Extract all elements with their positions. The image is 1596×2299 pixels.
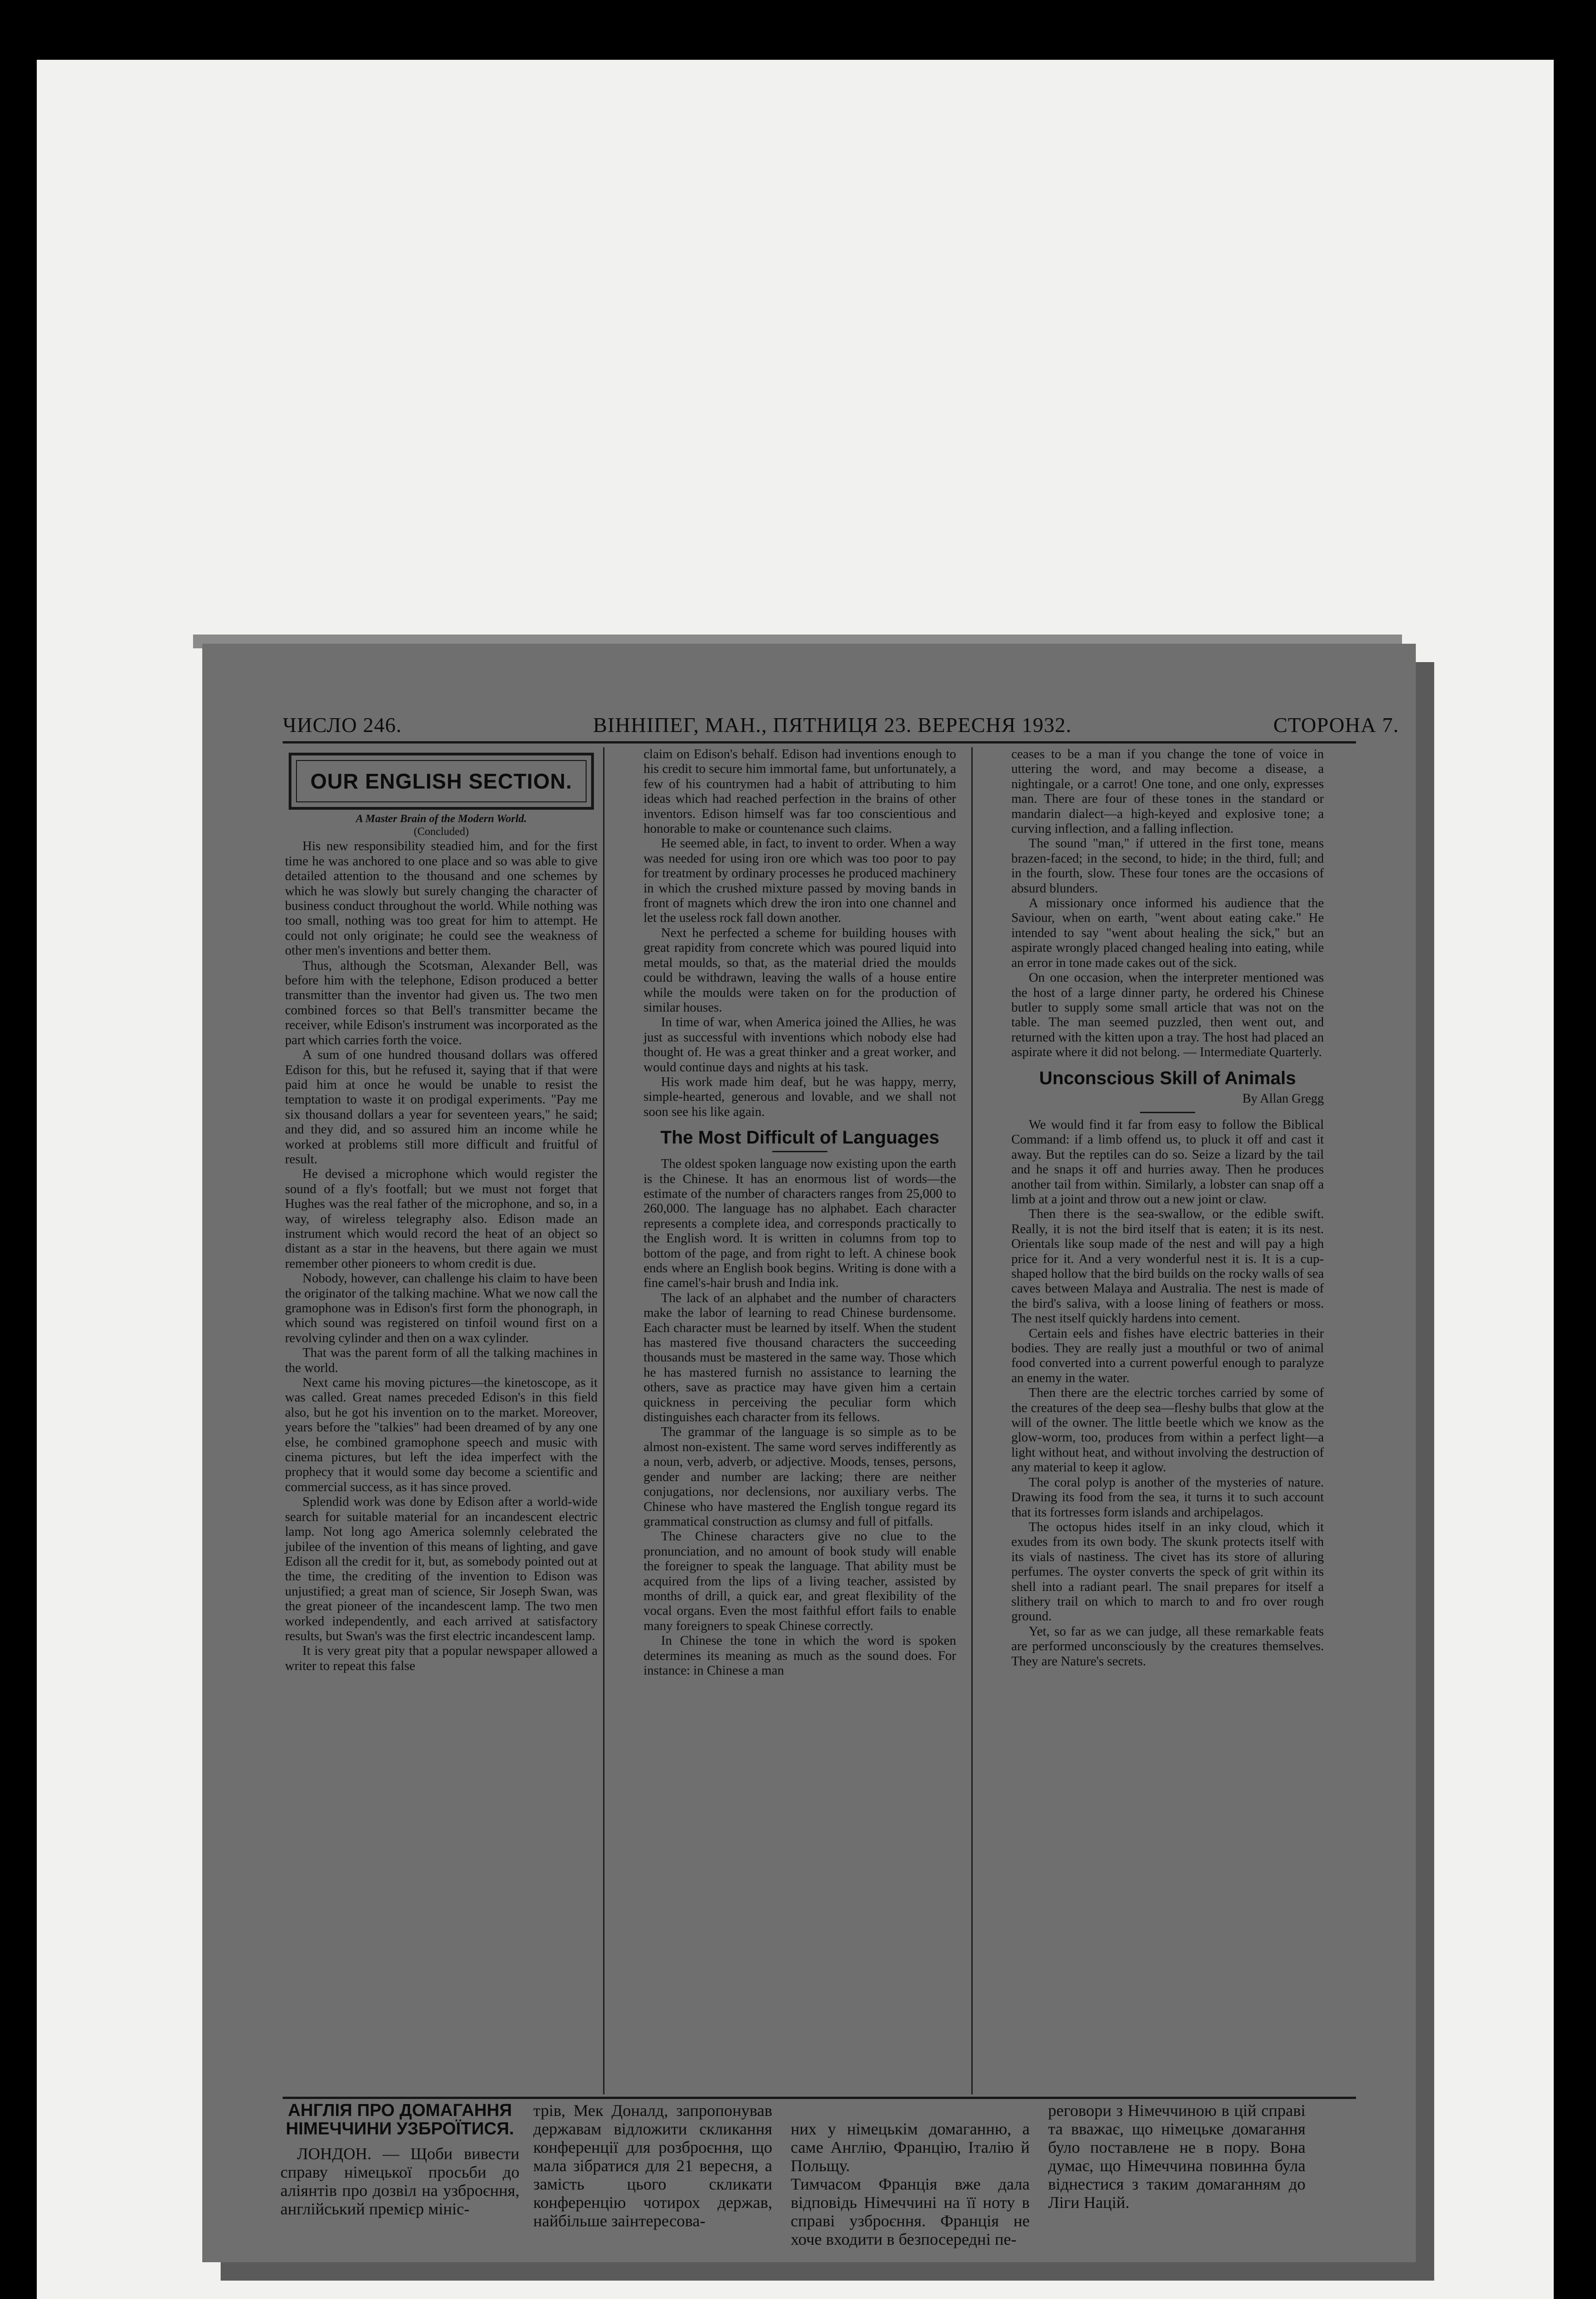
- paragraph: We would find it far from easy to follow the Biblical Command: if a limb offend us, to pluck it off and cast it away. But the reptiles can do so. Seize a lizard by the tail and he snaps it off and hurries away. Then he produces another tail from within. Similarly, a lobster can snap off a limb at a joint and throw out a new joint or claw.: [1011, 1117, 1324, 1207]
- paragraph: The octopus hides itself in an inky cloud, which it exudes from its own body. The skunk protects itself with its vials of nastiness. The civet has its store of alluring perfumes. The oyster converts the speck of grit within its shell into a radiant pearl. The snail prepares for itself a slithery trail on which to march to and fro over rough ground.: [1011, 1520, 1324, 1624]
- section-title-box: [289, 753, 594, 810]
- article-heading: Unconscious Skill of Animals: [1039, 1068, 1296, 1088]
- paragraph: His new responsibility steadied him, and for the first time he was anchored to one place and so was able to give detailed attention to the thousand and one schemes by which he was slowly but surely changing the character of business conduct throughout the world. While nothing was too small, nothing was too great for him to attempt. He could not only originate; he could see the weakness of other men's inventions and better them.: [285, 839, 598, 958]
- paragraph: Nobody, however, can challenge his claim to have been the originator of the talking machine. What we now call the gramophone was in Edison's first form the phonograph, in which sound was registered on tinfoil wound first on a revolving cylinder and then on a wax cylinder.: [285, 1271, 598, 1345]
- byline: By Allan Gregg: [1242, 1091, 1324, 1106]
- paragraph: The sound "man," if uttered in the first tone, means brazen-faced; in the second, to hide; in the third, full; and in the fourth, slow. These four tones are the occasions of absurd blunders.: [1011, 836, 1324, 896]
- article-heading: The Most Difficult of Languages: [660, 1127, 940, 1148]
- paragraph: The coral polyp is another of the mysteries of nature. Drawing its food from the sea, it turns it to such account that its fortresses form islands and archipelagos.: [1011, 1475, 1324, 1520]
- column-separator: [603, 747, 604, 2094]
- paragraph: Splendid work was done by Edison after a world-wide search for suitable material for an incandescent electric lamp. Not long ago America solemnly celebrated the jubilee of the invention of this means of lighting, and gave Edison all the credit for it, but, as somebody pointed out at the time, the crediting of the invention to Edison was unjustified; a great man of science, Sir Joseph Swan, was the great pioneer of the incandescent lamp. The two men worked independently, and each arrived at satisfactory results, but Swan's was the first electric incandescent lamp.: [285, 1495, 598, 1643]
- paragraph: Certain eels and fishes have electric batteries in their bodies. They are really just a mouthful or two of animal food converted into a current powerful enough to paralyze an enemy in the water.: [1011, 1326, 1324, 1385]
- paragraph: Next he perfected a scheme for building houses with great rapidity from concrete which was poured liquid into metal moulds, so that, as the material dried the moulds could be withdrawn, leaving the walls of a house entire while the moulds were taken on for the production of similar houses.: [644, 926, 956, 1015]
- article-title: A Master Brain of the Modern World.: [356, 813, 527, 825]
- paragraph: них у німецькім домаганню, а саме Англію, Францію, Італію й Польщу. Тимчасом Франція вже дала відповідь Німеччині на її ноту в справі узброєння. Франція не хоче входити в безпосередні пе-: [791, 2120, 1030, 2248]
- paragraph: ceases to be a man if you change the tone of voice in uttering the word, and may become a disease, a nightingale, or a carrot! One tone, and one only, expresses man. There are four of these tones in the standard or mandarin dialect—a high-keyed and explosive tone; a curving inflection, and a falling inflection.: [1011, 747, 1324, 836]
- paragraph: He seemed able, in fact, to invent to order. When a way was needed for using iron ore which was too poor to pay for treatment by ordinary processes he produced machinery in which the crushed mixture passed by moving bands in front of magnets which drew the iron into one channel and let the useless rock fall down another.: [644, 836, 956, 926]
- paragraph: claim on Edison's behalf. Edison had inventions enough to his credit to secure him immortal fame, but unfortunately, a few of his countrymen had a habit of attributing to him ideas which had reached perfection in the brains of other inventors. Edison himself was far too conscientious and honorable to make or countenance such claims.: [644, 747, 956, 836]
- paragraph: Next came his moving pictures—the kinetoscope, as it was called. Great names preceded Edison's in this field also, but he got his invention on to the market. Moreover, years before the "talkies" had been dreamed of by any one else, he combined gramophone speech and music with cinema pictures, but left the idea imperfect with the prophecy that it would some day become a scientific and commercial success, as it has since proved.: [285, 1376, 598, 1494]
- paragraph: реговори з Німеччиною в цій справі та вважає, що німецьке домагання було поставлене не в пору. Вона думає, що Німеччина повинна була віднестися з таким домаганням до Ліги Націй.: [1048, 2101, 1305, 2212]
- ukrainian-column-4: [1048, 2101, 1305, 2212]
- header-rule: [283, 741, 1356, 743]
- dateline: ВІННІПЕГ, МАН., ПЯТНИЦЯ 23. ВЕРЕСНЯ 1932.: [593, 713, 1072, 737]
- paragraph: ЛОНДОН. — Щоби вивести справу німецької просьби до аліянтів про дозвіл на узброєння, англійський премієр мініс-: [280, 2145, 519, 2218]
- issue-number: ЧИСЛО 246.: [283, 713, 402, 737]
- column-separator: [971, 747, 973, 2094]
- column-2: [644, 747, 956, 1678]
- paragraph: The Chinese characters give no clue to the pronunciation, and no amount of book study will enable the foreigner to speak the language. That ability must be acquired from the lips of a living teacher, assisted by months of drill, a quick ear, and great flexibility of the vocal organs. Even the most faithful effort fails to enable many foreigners to speak Chinese correctly.: [644, 1529, 956, 1633]
- paragraph: Yet, so far as we can judge, all these remarkable feats are performed unconsciously by the creatures themselves. They are Nature's secrets.: [1011, 1624, 1324, 1669]
- ukrainian-column-1: [280, 2101, 519, 2218]
- paragraph: The lack of an alphabet and the number of characters make the labor of learning to read Chinese burdensome. Each character must be learned by itself. When the student has mastered five thousand characters the succeeding thousands must be mastered in the same way. Those which he has mastered furnish no assistance to learning the others, save as practice may have given him a certain quickness in perceiving the peculiar form which distinguishes each character from its fellows.: [644, 1291, 956, 1425]
- ukrainian-column-2: [533, 2101, 772, 2230]
- ukrainian-headline: АНГЛІЯ ПРО ДОМАГАННЯ НІМЕЧЧИНИ УЗБРОЇТИСЯ.: [285, 2101, 514, 2139]
- paragraph: The grammar of the language is so simple as to be almost non-existent. The same word serves indifferently as a noun, verb, adverb, or adjective. Moods, tenses, persons, gender and number are lacking; there are neither conjugations, nor declensions, nor auxiliary verbs. The Chinese who have mastered the English tongue regard its grammatical construction as clumsy and full of pitfalls.: [644, 1425, 956, 1529]
- paragraph: The oldest spoken language now existing upon the earth is the Chinese. It has an enormous list of words—the estimate of the number of characters ranges from 25,000 to 260,000. The language has no alphabet. Each character represents a complete idea, and corresponds practically to the English word. It is written in columns from top to bottom of the page, and from right to left. A chinese book ends where an English book begins. Writing is done with a fine camel's-hair brush and India ink.: [644, 1157, 956, 1291]
- paragraph: A sum of one hundred thousand dollars was offered Edison for this, but he refused it, saying that if that were paid him at once he would be unable to resist the temptation to waste it on prodigal experiments. "Pay me six thousand dollars a year for seventeen years," he said; and they did, and so assured him an income while he worked at problems still more difficult and fruitful of result.: [285, 1048, 598, 1167]
- paragraph: Then there is the sea-swallow, or the edible swift. Really, it is not the bird itself that is eaten; it is its nest. Orientals like soup made of the nest and will pay a high price for it. And a very wonderful nest it is. It is a cup-shaped hollow that the bird builds on the rocky walls of sea caves between Malaya and Australia. The nest is made of the bird's saliva, with a loose lining of feathers or moss. The nest itself quickly hardens into cement.: [1011, 1207, 1324, 1326]
- ukrainian-column-3: [791, 2101, 1030, 2267]
- paragraph: It is very great pity that a popular newspaper allowed a writer to repeat this false: [285, 1644, 598, 1673]
- column-3: [1011, 747, 1324, 1669]
- article-subtitle: (Concluded): [414, 826, 469, 838]
- paragraph: On one occasion, when the interpreter mentioned was the host of a large dinner party, he ordered his Chinese butler to supply some small article that was not on the table. The man seemed puzzled, then went out, and returned with the kitten upon a tray. The host had placed an aspirate where it did not belong. — Intermediate Quarterly.: [1011, 971, 1324, 1060]
- newspaper-page: [202, 644, 1416, 2262]
- paragraph: Thus, although the Scotsman, Alexander Bell, was before him with the telephone, Edison produced a better transmitter than the inventor had given us. The two men combined forces so that Bell's transmitter became the receiver, while Edison's instrument was incorporated as the part which carries forth the voice.: [285, 958, 598, 1047]
- paragraph: In time of war, when America joined the Allies, he was just as successful with inventions which nobody else had thought of. He was a great thinker and a great worker, and would continue days and nights at his task.: [644, 1015, 956, 1075]
- paragraph: His work made him deaf, but he was happy, merry, simple-hearted, generous and lovable, and we shall not soon see his like again.: [644, 1075, 956, 1119]
- bottom-rule: [283, 2097, 1356, 2099]
- paragraph: That was the parent form of all the talking machines in the world.: [285, 1346, 598, 1375]
- heading-rule: [772, 1151, 827, 1152]
- section-title: OUR ENGLISH SECTION.: [296, 760, 587, 802]
- paragraph: In Chinese the tone in which the word is spoken determines its meaning as much as the sound does. For instance: in Chinese a man: [644, 1634, 956, 1678]
- paragraph: трів, Мек Доналд, запропонував державам відложити скликання конференції для розброєння, що мала зібратися для 21 вересня, а замість цього скликати конференцію чотирох держав, найбільше заінтересова-: [533, 2101, 772, 2230]
- column-1: [285, 747, 598, 1674]
- paragraph: Then there are the electric torches carried by some of the creatures of the deep sea—fleshy bulbs that glow at the will of the owner. The little beetle which we know as the glow-worm, too, produces from within a perfect light—a light without heat, and without involving the destruction of any material to keep it aglow.: [1011, 1386, 1324, 1475]
- heading-rule: [1140, 1112, 1195, 1113]
- paragraph: A missionary once informed his audience that the Saviour, when on earth, "went about eating cake." He intended to say "went about healing the sick," but an aspirate wrongly placed changed healing into eating, while an error in tone made cakes out of the sick.: [1011, 896, 1324, 970]
- paragraph: He devised a microphone which would register the sound of a fly's footfall; but we must not forget that Hughes was the real father of the microphone, and so, in a way, of wireless telegraphy also. Edison made an instrument which would record the heat of an object so distant as a star in the heavens, but there again we must remember other pioneers to whom credit is due.: [285, 1167, 598, 1271]
- page-number: СТОРОНА 7.: [1273, 713, 1399, 737]
